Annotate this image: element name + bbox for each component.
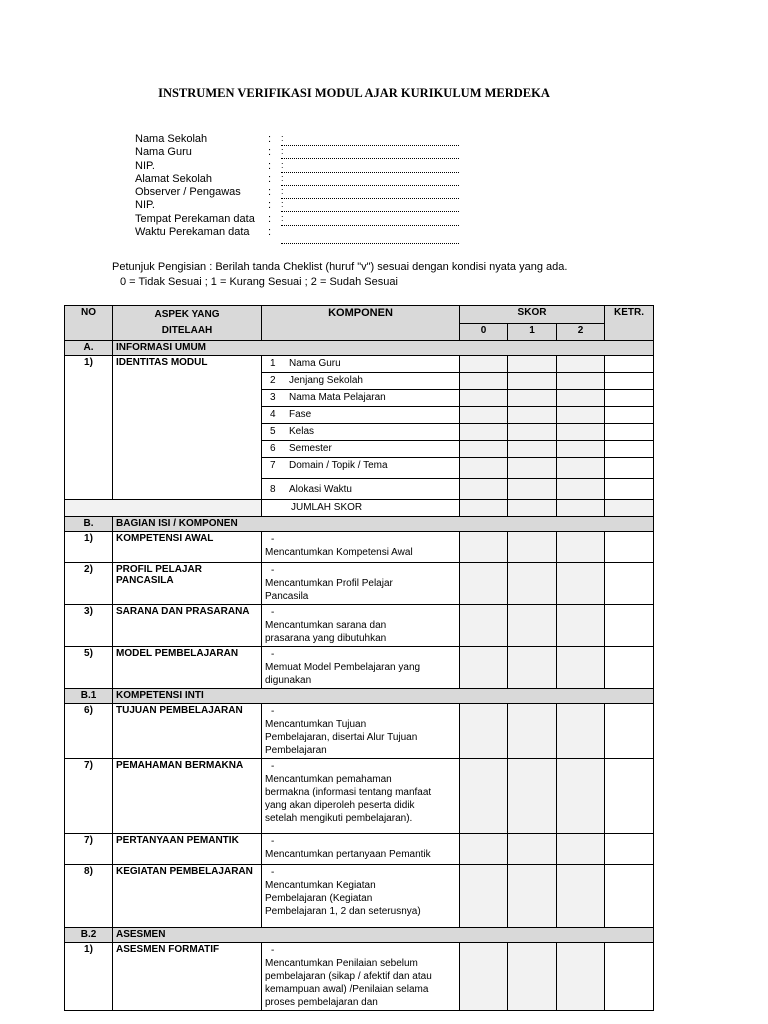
score-0-cell[interactable] [460,943,508,1011]
total-ketr[interactable] [605,500,654,517]
header-no: NO [65,306,113,341]
table-row [65,605,654,647]
row-aspect: PEMAHAMAN BERMAKNA [113,759,262,834]
info-label: Nama Sekolah [135,133,208,145]
table-row [65,865,654,928]
ketr-cell[interactable] [605,759,654,834]
section-number: A. [65,341,113,356]
score-2-cell[interactable] [557,563,605,605]
score-2-cell[interactable] [557,704,605,759]
component-text: Fase [289,409,312,420]
component-text: Nama Guru [289,358,341,369]
ketr-cell[interactable] [605,704,654,759]
score-2-cell[interactable] [557,424,605,441]
score-0-cell[interactable] [460,563,508,605]
info-label: NIP. [135,159,155,172]
info-colon: : [268,172,272,185]
component-dash: - [271,836,275,847]
row-aspect: TUJUAN PEMBELAJARAN [113,704,262,759]
score-0-cell[interactable] [460,407,508,424]
total-row [65,500,654,517]
component-dash: - [271,761,275,772]
info-colon: : [268,133,272,145]
info-colon: : [268,199,272,212]
component-number: 2 [270,375,276,386]
table-row [65,532,654,563]
header-skor-2: 2 [557,323,605,341]
section-number: B.1 [65,689,113,704]
component-dash: - [271,867,275,878]
score-2-cell[interactable] [557,834,605,865]
score-0-cell[interactable] [460,458,508,479]
component-cell [262,943,460,1011]
component-dash: - [271,706,275,717]
component-text: Mencantumkan pertanyaan Pemantik [265,849,431,860]
row-aspect: SARANA DAN PRASARANA [113,605,262,647]
score-1-cell[interactable] [508,647,557,689]
info-row [135,160,465,173]
info-value-field[interactable] [281,231,459,244]
score-legend: 0 = Tidak Sesuai ; 1 = Kurang Sesuai ; 2 = Sudah Sesuai [120,276,398,288]
score-1-cell[interactable] [508,943,557,1011]
row-aspect: IDENTITAS MODUL [113,356,262,500]
info-colon: : [268,186,272,199]
section-row [65,341,654,356]
header-skor: SKOR [460,306,605,324]
score-0-cell[interactable] [460,647,508,689]
component-text: Mencantumkan sarana dan prasarana yang dibutuhkan [265,620,387,644]
score-1-cell[interactable] [508,704,557,759]
score-2-cell[interactable] [557,441,605,458]
row-number: 3) [65,605,113,647]
score-0-cell[interactable] [460,356,508,373]
score-0-cell[interactable] [460,479,508,500]
instructions-line: Petunjuk Pengisian : Berilah tanda Cheklist (huruf "v") sesuai dengan kondisi nyata yang ada. [112,261,568,273]
score-0-cell[interactable] [460,704,508,759]
header-komponen: KOMPONEN [262,306,460,341]
score-1-cell[interactable] [508,356,557,373]
total-score-2[interactable] [557,500,605,517]
ketr-cell[interactable] [605,605,654,647]
component-cell [262,834,460,865]
row-number: 7) [65,834,113,865]
row-number: 1) [65,943,113,1011]
header-aspek [113,306,262,341]
component-number: 6 [270,443,276,454]
score-0-cell[interactable] [460,532,508,563]
info-row [135,199,465,212]
info-label: NIP. [135,199,155,212]
component-cell [262,759,460,834]
row-aspect: PERTANYAAN PEMANTIK [113,834,262,865]
component-cell [262,563,460,605]
component-text: Mencantumkan Kompetensi Awal [265,547,413,558]
score-1-cell[interactable] [508,373,557,390]
ketr-cell[interactable] [605,356,654,373]
header-ketr: KETR. [605,306,654,341]
section-number: B. [65,517,113,532]
table-row [65,356,654,373]
info-value-field[interactable]: : [281,133,459,146]
instructions [112,260,567,290]
info-row [135,133,465,146]
score-2-cell[interactable] [557,759,605,834]
score-2-cell[interactable] [557,458,605,479]
row-aspect: KEGIATAN PEMBELAJARAN [113,865,262,928]
table-row [65,759,654,834]
ketr-cell[interactable] [605,563,654,605]
row-number: 7) [65,759,113,834]
info-label: Observer / Pengawas [135,186,241,199]
component-number: 8 [270,483,276,495]
component-text: Domain / Topik / Tema [289,460,388,471]
score-1-cell[interactable] [508,605,557,647]
ketr-cell[interactable] [605,834,654,865]
component-dash: - [271,534,275,545]
row-number: 6) [65,704,113,759]
component-text: Jenjang Sekolah [289,375,363,386]
section-title: ASESMEN [113,928,654,943]
total-score-1[interactable] [508,500,557,517]
score-2-cell[interactable] [557,605,605,647]
info-colon: : [268,159,272,172]
score-1-cell[interactable] [508,407,557,424]
component-cell [262,424,460,441]
component-text: Alokasi Waktu [289,483,352,495]
section-row [65,689,654,704]
identity-form [135,133,465,239]
document-title: INSTRUMEN VERIFIKASI MODUL AJAR KURIKULUM MERDEKA [158,86,550,100]
score-2-cell[interactable] [557,373,605,390]
score-1-cell[interactable] [508,458,557,479]
component-cell [262,479,460,500]
info-label: Waktu Perekaman data [135,226,250,239]
score-1-cell[interactable] [508,865,557,928]
info-value-field[interactable]: : [281,199,459,212]
section-row [65,517,654,532]
score-0-cell[interactable] [460,759,508,834]
component-text: Semester [289,443,332,454]
ketr-cell[interactable] [605,647,654,689]
component-cell [262,865,460,928]
component-number: 4 [270,409,276,420]
component-text: Mencantumkan Kegiatan Pembelajaran (Kegiatan Pembelajaran 1, 2 dan seterusnya) [265,880,421,917]
score-1-cell[interactable] [508,759,557,834]
table-row [65,563,654,605]
header-skor-0: 0 [460,323,508,341]
ketr-cell[interactable] [605,532,654,563]
header-skor-1: 1 [508,323,557,341]
component-text: Mencantumkan Penilaian sebelum pembelajaran (sikap / afektif dan atau kemampuan awal) /Penilaian selama proses pembelajaran dan [265,958,432,1008]
score-1-cell[interactable] [508,441,557,458]
score-1-cell[interactable] [508,424,557,441]
row-number: 5) [65,647,113,689]
section-number: B.2 [65,928,113,943]
ketr-cell[interactable] [605,373,654,390]
component-number: 7 [270,460,276,471]
section-title: KOMPETENSI INTI [113,689,654,704]
component-cell [262,704,460,759]
component-cell [262,356,460,373]
score-2-cell[interactable] [557,479,605,500]
component-dash: - [271,649,275,660]
score-0-cell[interactable] [460,441,508,458]
component-text: Mencantumkan Tujuan Pembelajaran, disertai Alur Tujuan Pembelajaran [265,719,418,756]
ketr-cell[interactable] [605,865,654,928]
info-value-field[interactable]: : [281,213,459,226]
component-cell [262,373,460,390]
component-cell [262,647,460,689]
total-spacer [65,500,262,517]
row-aspect: KOMPETENSI AWAL [113,532,262,563]
score-0-cell[interactable] [460,373,508,390]
row-number: 2) [65,563,113,605]
component-number: 3 [270,392,276,403]
component-dash: - [271,565,275,576]
section-row [65,928,654,943]
section-title: INFORMASI UMUM [113,341,654,356]
total-label: JUMLAH SKOR [262,500,460,517]
component-cell [262,605,460,647]
score-2-cell[interactable] [557,647,605,689]
component-dash: - [271,945,275,956]
info-row [135,173,465,186]
score-2-cell[interactable] [557,865,605,928]
info-value-field[interactable]: : [281,160,459,173]
info-value-field[interactable]: : [281,173,459,186]
score-0-cell[interactable] [460,834,508,865]
component-text: Nama Mata Pelajaran [289,392,386,403]
score-1-cell[interactable] [508,479,557,500]
component-text: Mencantumkan Profil Pelajar Pancasila [265,578,393,602]
info-value-field[interactable]: : [281,146,459,159]
score-2-cell[interactable] [557,390,605,407]
component-text: Kelas [289,426,315,437]
score-2-cell[interactable] [557,356,605,373]
score-0-cell[interactable] [460,865,508,928]
header-aspek-line2: DITELAAH [161,325,213,336]
section-title: BAGIAN ISI / KOMPONEN [113,517,654,532]
ketr-cell[interactable] [605,424,654,441]
ketr-cell[interactable] [605,390,654,407]
ketr-cell[interactable] [605,407,654,424]
ketr-cell[interactable] [605,458,654,479]
info-label: Alamat Sekolah [135,172,213,185]
component-number: 5 [270,426,276,437]
table-row [65,704,654,759]
component-text: Memuat Model Pembelajaran yang digunakan [265,662,421,686]
component-dash: - [271,607,275,618]
component-cell [262,441,460,458]
ketr-cell[interactable] [605,441,654,458]
component-text: Mencantumkan pemahaman bermakna (informasi tentang manfaat yang akan diperoleh peserta didik setelah mengikuti pembelajaran). [265,774,432,824]
row-aspect: ASESMEN FORMATIF [113,943,262,1011]
score-1-cell[interactable] [508,390,557,407]
header-aspek-line1: ASPEK YANG [154,309,220,320]
ketr-cell[interactable] [605,943,654,1011]
total-score-0[interactable] [460,500,508,517]
score-1-cell[interactable] [508,834,557,865]
info-value-field[interactable]: : [281,186,459,199]
info-row [135,226,465,239]
component-number: 1 [270,358,276,369]
info-colon: : [268,226,272,239]
row-number: 8) [65,865,113,928]
component-cell [262,407,460,424]
info-colon: : [268,146,272,159]
component-cell [262,390,460,407]
info-label: Nama Guru [135,146,192,159]
table-row [65,834,654,865]
score-0-cell[interactable] [460,390,508,407]
verification-table [64,305,654,1011]
component-cell [262,458,460,479]
component-cell [262,532,460,563]
info-label: Tempat Perekaman data [135,212,255,225]
ketr-cell[interactable] [605,479,654,500]
info-row [135,186,465,199]
score-2-cell[interactable] [557,532,605,563]
row-number: 1) [65,532,113,563]
score-1-cell[interactable] [508,532,557,563]
info-row [135,146,465,159]
table-row [65,943,654,1011]
score-1-cell[interactable] [508,563,557,605]
row-number: 1) [65,356,113,500]
row-aspect: PROFIL PELAJAR PANCASILA [113,563,262,605]
table-row [65,647,654,689]
score-2-cell[interactable] [557,407,605,424]
row-aspect: MODEL PEMBELAJARAN [113,647,262,689]
score-0-cell[interactable] [460,424,508,441]
score-0-cell[interactable] [460,605,508,647]
info-colon: : [268,212,272,225]
info-row [135,213,465,226]
score-2-cell[interactable] [557,943,605,1011]
